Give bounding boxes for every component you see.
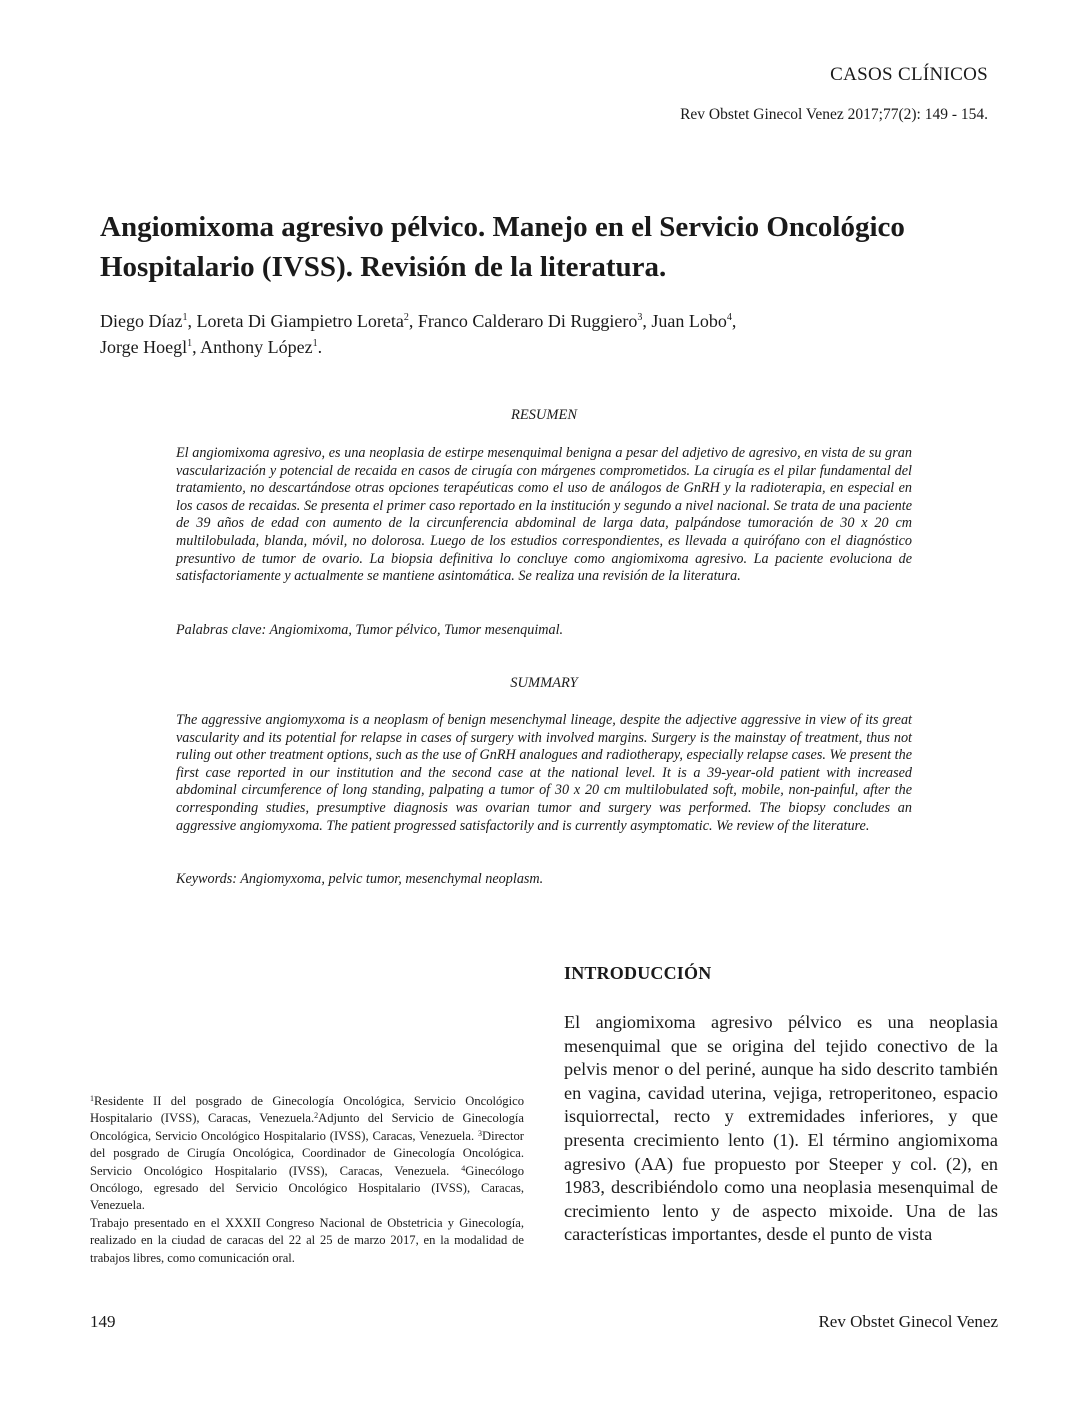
summary-keywords: Keywords: Angiomyxoma, pelvic tumor, mesenchymal neoplasm. [176,871,544,887]
affiliation-mark: 1 [312,338,318,349]
affiliation-note: Adjunto del Servicio de Ginecología Oncológica, Servicio Oncológico Hospitalario (IVSS), Caracas, Venezuela. [90,1111,524,1143]
presentation-note: Trabajo presentado en el XXXII Congreso Nacional de Obstetricia y Ginecología, realizado en la ciudad de caracas del 22 al 25 de marzo 2017, en la modalidad de trabajos libres, como comunicación oral. [90,1215,524,1265]
section-label: CASOS CLÍNICOS [830,64,988,85]
affiliation-mark: 4 [461,1163,466,1173]
introduction-heading: INTRODUCCIÓN [564,963,712,983]
affiliation-footnotes [90,1093,524,1215]
resumen-heading: RESUMEN [510,407,578,423]
summary-heading: SUMMARY [510,675,578,691]
author: Franco Calderaro Di Ruggiero$^3$, [417,311,652,331]
article-title: Angiomixoma agresivo pélvico. Manejo en el Servicio Oncológico Hospitalario (IVSS). Revisión de la literatura. [100,211,905,283]
resumen-keywords: Palabras clave: Angiomixoma, Tumor pélvico, Tumor mesenquimal. [176,622,564,638]
affiliation-mark: 1 [182,312,188,323]
affiliation-mark: 1 [187,338,193,349]
journal-citation: Rev Obstet Ginecol Venez 2017;77(2): 149 - 154. [680,106,988,123]
author: Diego Díaz$^1$, [100,311,197,331]
resumen-text: El angiomixoma agresivo, es una neoplasia de estirpe mesenquimal benigna a pesar del adjetivo de agresivo, en vista de su gran vascularización y potencial de recaida en casos de cirugía con márgenes comprometidos. La cirugía es el pilar fundamental del tratamiento, no descartándose otras opciones terapéuticas como el uso de análogos de GnRH y la radioterapia, en especial en los casos de recaidas. Se presenta el primer caso reportado en la institución y segundo a nivel nacional. Se trata de una paciente de 39 años de edad con aumento de la circunferencia abdominal de larga data, palpándose tumoración de 30 x 20 cm multilobulada, blanda, móvil, no dolorosa. Luego de los estudios correspondientes, es llevada a quirófano con el diagnóstico presuntivo de tumor de ovario. La biopsia definitiva lo concluye como angiomixoma agresivo. La paciente evoluciona de satisfactoriamente y actualmente se mantiene asintomática. Se realiza una revisión de la literatura. [176,445,912,585]
author: Anthony López$^1$. [200,337,323,357]
affiliation-note: Ginecólogo Oncólogo, egresado del Servicio Oncológico Hospitalario (IVSS), Caracas, Venezuela. [90,1163,525,1213]
footer-journal-name: Rev Obstet Ginecol Venez [818,1312,998,1331]
affiliation-mark: 4 [726,312,732,323]
summary-text: The aggressive angiomyxoma is a neoplasm of benign mesenchymal lineage, despite the adjective aggressive in view of its great vascularity and its potential for relapse in cases of surgery with involved margins. Surgery is the mainstay of treatment, thus not ruling out other treatment options, such as the use of GnRH analogues and radiotherapy, especially relapse cases. We present the first case reported in our institution and the second case at the national level. It is a 39-year-old patient with increased abdominal circumference of long standing, palpating a tumor of 30 x 20 cm multilobulated soft, mobile, non-painful, after the corresponding studies, presumptive diagnosis was ovarian tumor and surgery was performed. The biopsy concludes an aggressive angiomyxoma. The patient progressed satisfactorily and is currently asymptomatic. We review of the literature. [176,712,912,834]
author: Juan Lobo$^4$, [651,311,737,331]
author-list [100,308,980,360]
page-number: 149 [90,1312,116,1331]
affiliation-note: Residente II del posgrado de Ginecología Oncológica, Servicio Oncológico Hospitalario (IVSS), Caracas, Venezuela. [90,1094,524,1126]
author: Loreta Di Giampietro Loreta$^2$, [196,311,418,331]
affiliation-mark: 3 [637,312,643,323]
author: Jorge Hoegl$^1$, [100,337,201,357]
affiliation-mark: 3 [478,1128,483,1138]
affiliation-mark: 2 [403,312,409,323]
introduction-text: El angiomixoma agresivo pélvico es una neoplasia mesenquimal que se origina del tejido conectivo de la pelvis menor o del periné, aunque ha sido descrito también en vagina, cavidad uterina, vejiga, retroperitoneo, espacio isquiorrectal, recto y extremidades inferiores, y que presenta crecimiento lento (1). El término angiomixoma agresivo (AA) fue propuesto por Steeper y col. (2), en 1983, describiéndolo como una neoplasia mesenquimal de crecimiento lento y de aspecto mixoide. Una de las características importantes, desde el punto de vista [564,1012,998,1245]
affiliation-note: Director del posgrado de Cirugía Oncológica, Coordinador de Ginecología Oncológica. Servicio Oncológico Hospitalario (IVSS), Caracas, Venezuela. [90,1128,524,1178]
affiliation-mark: 1 [90,1094,94,1103]
footnotes [90,1093,524,1267]
affiliation-mark: 2 [314,1111,319,1121]
